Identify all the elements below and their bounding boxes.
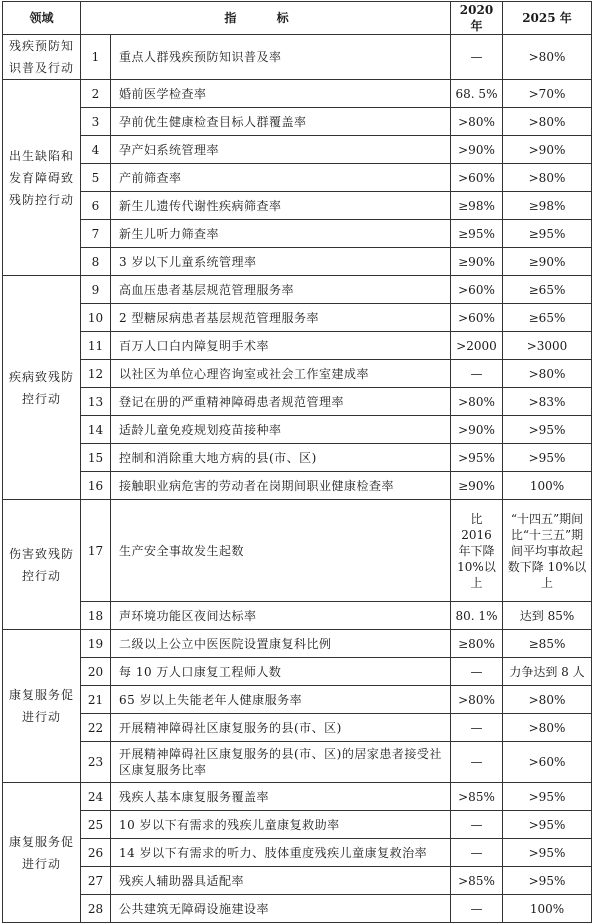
value-2020-cell: >95% [451, 444, 503, 472]
row-number: 10 [81, 304, 111, 332]
table-row [3, 80, 592, 108]
indicator-cell: 登记在册的严重精神障碍患者规范管理率 [111, 388, 451, 416]
value-2020-cell: ≥80% [451, 630, 503, 658]
table-row [3, 136, 592, 164]
indicator-cell: 每 10 万人口康复工程师人数 [111, 658, 451, 686]
row-number: 21 [81, 686, 111, 714]
value-2025-cell: >95% [503, 444, 592, 472]
indicator-cell: 接触职业病危害的劳动者在岗期间职业健康检查率 [111, 472, 451, 500]
value-2020-cell: >80% [451, 388, 503, 416]
row-number: 9 [81, 276, 111, 304]
table-row [3, 164, 592, 192]
indicator-cell: 以社区为单位心理咨询室或社会工作室建成率 [111, 360, 451, 388]
row-number: 18 [81, 602, 111, 630]
indicator-cell: 2 型糖尿病患者基层规范管理服务率 [111, 304, 451, 332]
value-2025-cell: >95% [503, 839, 592, 867]
table-row [3, 276, 592, 304]
header-2025: 2025 年 [503, 2, 592, 35]
row-number: 3 [81, 108, 111, 136]
table-row [3, 220, 592, 248]
value-2025-cell: >95% [503, 811, 592, 839]
table-row [3, 783, 592, 811]
value-2020-cell: — [451, 839, 503, 867]
value-2025-cell: “十四五”期间比“十三五”期间平均事故起数下降 10%以上 [503, 500, 592, 602]
table-row [3, 742, 592, 783]
row-number: 25 [81, 811, 111, 839]
value-2025-cell: >95% [503, 783, 592, 811]
table-row [3, 867, 592, 895]
indicator-cell: 适龄儿童免疫规划疫苗接种率 [111, 416, 451, 444]
row-number: 15 [81, 444, 111, 472]
value-2020-cell: ≥90% [451, 472, 503, 500]
indicator-cell: 高血压患者基层规范管理服务率 [111, 276, 451, 304]
value-2020-cell: — [451, 895, 503, 923]
table-row [3, 686, 592, 714]
row-number: 28 [81, 895, 111, 923]
value-2025-cell: >80% [503, 360, 592, 388]
table-row [3, 248, 592, 276]
value-2020-cell: — [451, 811, 503, 839]
indicator-cell: 百万人口白内障复明手术率 [111, 332, 451, 360]
domain-cell: 康复服务促进行动 [3, 783, 81, 923]
value-2025-cell: >90% [503, 136, 592, 164]
row-number: 8 [81, 248, 111, 276]
value-2020-cell: >2000 [451, 332, 503, 360]
table-row [3, 108, 592, 136]
value-2020-cell: >80% [451, 686, 503, 714]
row-number: 13 [81, 388, 111, 416]
domain-cell: 康复服务促进行动 [3, 630, 81, 783]
value-2020-cell: — [451, 658, 503, 686]
indicator-cell: 孕前优生健康检查目标人群覆盖率 [111, 108, 451, 136]
value-2025-cell: ≥98% [503, 192, 592, 220]
row-number: 26 [81, 839, 111, 867]
table-row [3, 839, 592, 867]
table-row [3, 192, 592, 220]
value-2025-cell: ≥85% [503, 630, 592, 658]
value-2025-cell: >80% [503, 714, 592, 742]
indicator-cell: 残疾人辅助器具适配率 [111, 867, 451, 895]
table-header-row [3, 2, 592, 35]
row-number: 6 [81, 192, 111, 220]
value-2025-cell: ≥65% [503, 276, 592, 304]
value-2020-cell: ≥95% [451, 220, 503, 248]
table-body [3, 35, 592, 923]
value-2020-cell: — [451, 360, 503, 388]
table-row [3, 332, 592, 360]
row-number: 1 [81, 35, 111, 80]
value-2020-cell: ≥90% [451, 248, 503, 276]
value-2025-cell: 达到 85% [503, 602, 592, 630]
table-row [3, 602, 592, 630]
table-row [3, 444, 592, 472]
row-number: 12 [81, 360, 111, 388]
row-number: 5 [81, 164, 111, 192]
row-number: 23 [81, 742, 111, 783]
row-number: 17 [81, 500, 111, 602]
value-2020-cell: >85% [451, 783, 503, 811]
indicator-cell: 生产安全事故发生起数 [111, 500, 451, 602]
row-number: 19 [81, 630, 111, 658]
indicator-cell: 新生儿听力筛查率 [111, 220, 451, 248]
row-number: 27 [81, 867, 111, 895]
value-2020-cell: >60% [451, 304, 503, 332]
value-2025-cell: >70% [503, 80, 592, 108]
value-2025-cell: >80% [503, 35, 592, 80]
indicator-cell: 开展精神障碍社区康复服务的县(市、区) [111, 714, 451, 742]
value-2025-cell: >83% [503, 388, 592, 416]
row-number: 16 [81, 472, 111, 500]
table-row [3, 658, 592, 686]
value-2020-cell: >60% [451, 164, 503, 192]
indicator-cell: 65 岁以上失能老年人健康服务率 [111, 686, 451, 714]
value-2025-cell: >95% [503, 867, 592, 895]
value-2020-cell: 68. 5% [451, 80, 503, 108]
value-2025-cell: >95% [503, 416, 592, 444]
indicator-cell: 控制和消除重大地方病的县(市、区) [111, 444, 451, 472]
domain-cell: 出生缺陷和发育障碍致残防控行动 [3, 80, 81, 276]
indicator-cell: 10 岁以下有需求的残疾儿童康复救助率 [111, 811, 451, 839]
domain-cell: 伤害致残防控行动 [3, 500, 81, 630]
value-2025-cell: >80% [503, 164, 592, 192]
value-2020-cell: — [451, 742, 503, 783]
indicator-cell: 二级以上公立中医医院设置康复科比例 [111, 630, 451, 658]
value-2020-cell: 80. 1% [451, 602, 503, 630]
table-row [3, 304, 592, 332]
value-2020-cell: >90% [451, 416, 503, 444]
value-2025-cell: >80% [503, 108, 592, 136]
value-2020-cell: >80% [451, 108, 503, 136]
indicator-cell: 公共建筑无障碍设施建设率 [111, 895, 451, 923]
value-2025-cell: >3000 [503, 332, 592, 360]
indicator-cell: 孕产妇系统管理率 [111, 136, 451, 164]
value-2025-cell: 100% [503, 895, 592, 923]
row-number: 2 [81, 80, 111, 108]
value-2020-cell: 比 2016 年下降 10%以上 [451, 500, 503, 602]
indicator-table [2, 1, 592, 923]
value-2020-cell: ≥98% [451, 192, 503, 220]
indicator-cell: 开展精神障碍社区康复服务的县(市、区)的居家患者接受社区康复服务比率 [111, 742, 451, 783]
row-number: 22 [81, 714, 111, 742]
indicator-cell: 重点人群残疾预防知识普及率 [111, 35, 451, 80]
value-2025-cell: >80% [503, 686, 592, 714]
value-2025-cell: ≥90% [503, 248, 592, 276]
domain-cell: 疾病致残防控行动 [3, 276, 81, 500]
value-2020-cell: — [451, 714, 503, 742]
table-row [3, 388, 592, 416]
table-row [3, 500, 592, 602]
value-2025-cell: ≥95% [503, 220, 592, 248]
table-row [3, 630, 592, 658]
header-indicator: 指 标 [81, 2, 451, 35]
value-2020-cell: >90% [451, 136, 503, 164]
value-2020-cell: >85% [451, 867, 503, 895]
indicator-cell: 新生儿遗传代谢性疾病筛查率 [111, 192, 451, 220]
indicator-cell: 声环境功能区夜间达标率 [111, 602, 451, 630]
table-row [3, 360, 592, 388]
row-number: 7 [81, 220, 111, 248]
indicator-cell: 14 岁以下有需求的听力、肢体重度残疾儿童康复救治率 [111, 839, 451, 867]
value-2025-cell: >60% [503, 742, 592, 783]
header-2020: 2020 年 [451, 2, 503, 35]
indicator-cell: 3 岁以下儿童系统管理率 [111, 248, 451, 276]
value-2025-cell: 100% [503, 472, 592, 500]
row-number: 4 [81, 136, 111, 164]
table-row [3, 35, 592, 80]
value-2020-cell: — [451, 35, 503, 80]
table-row [3, 472, 592, 500]
indicator-cell: 产前筛查率 [111, 164, 451, 192]
row-number: 24 [81, 783, 111, 811]
row-number: 11 [81, 332, 111, 360]
row-number: 14 [81, 416, 111, 444]
table-row [3, 811, 592, 839]
row-number: 20 [81, 658, 111, 686]
value-2020-cell: >60% [451, 276, 503, 304]
indicator-cell: 婚前医学检查率 [111, 80, 451, 108]
table-row [3, 416, 592, 444]
value-2025-cell: ≥65% [503, 304, 592, 332]
table-row [3, 714, 592, 742]
value-2025-cell: 力争达到 8 人 [503, 658, 592, 686]
indicator-cell: 残疾人基本康复服务覆盖率 [111, 783, 451, 811]
header-domain: 领域 [3, 2, 81, 35]
table-row [3, 895, 592, 923]
domain-cell: 残疾预防知识普及行动 [3, 35, 81, 80]
